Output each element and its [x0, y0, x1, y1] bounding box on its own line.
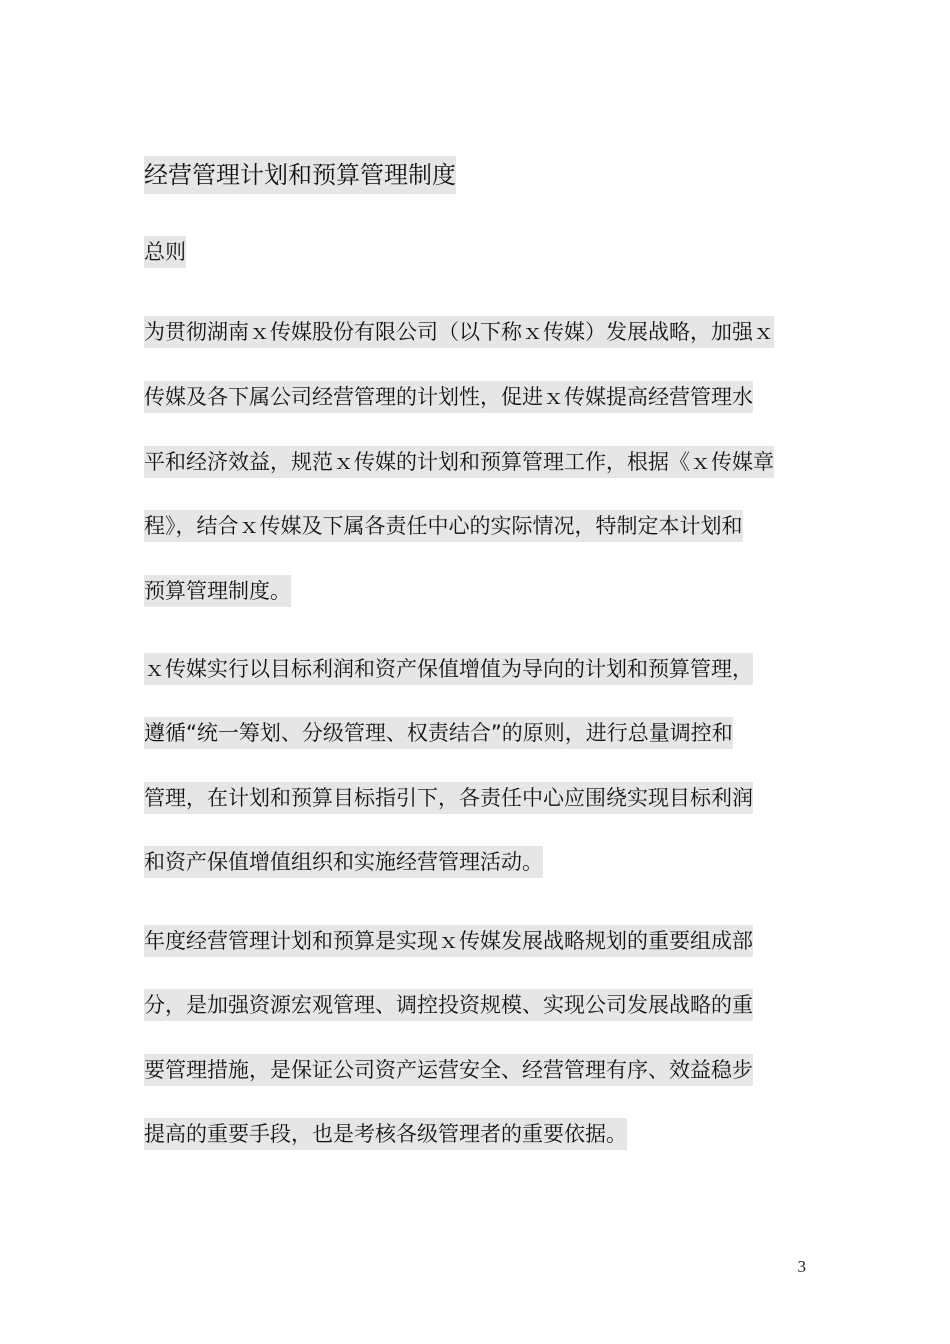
paragraph-line: 传媒及各下属公司经营管理的计划性，促进ｘ传媒提高经营管理水 — [144, 381, 753, 413]
paragraph-line: 提高的重要手段，也是考核各级管理者的重要依据。 — [144, 1118, 627, 1150]
paragraph-line: 为贯彻湖南ｘ传媒股份有限公司（以下称ｘ传媒）发展战略，加强ｘ — [144, 316, 774, 348]
paragraph-line: ｘ传媒实行以目标利润和资产保值增值为导向的计划和预算管理， — [144, 653, 753, 685]
paragraph-line: 遵循“统一筹划、分级管理、权责结合”的原则，进行总量调控和 — [144, 717, 733, 749]
paragraph-line: 和资产保值增值组织和实施经营管理活动。 — [144, 846, 543, 878]
paragraph-line: 分，是加强资源宏观管理、调控投资规模、实现公司发展战略的重 — [144, 989, 753, 1021]
paragraph-line: 管理，在计划和预算目标指引下，各责任中心应围绕实现目标利润 — [144, 782, 753, 814]
section-heading: 总则 — [144, 236, 186, 268]
page-number: 3 — [797, 1257, 806, 1276]
paragraph-line: 预算管理制度。 — [144, 575, 291, 607]
document-title: 经营管理计划和预算管理制度 — [144, 156, 456, 194]
paragraph-line: 年度经营管理计划和预算是实现ｘ传媒发展战略规划的重要组成部 — [144, 925, 753, 957]
paragraph-line: 程》，结合ｘ传媒及下属各责任中心的实际情况，特制定本计划和 — [144, 510, 743, 542]
paragraph-line: 平和经济效益，规范ｘ传媒的计划和预算管理工作，根据《ｘ传媒章 — [144, 446, 774, 478]
paragraph-line: 要管理措施，是保证公司资产运营安全、经营管理有序、效益稳步 — [144, 1054, 753, 1086]
